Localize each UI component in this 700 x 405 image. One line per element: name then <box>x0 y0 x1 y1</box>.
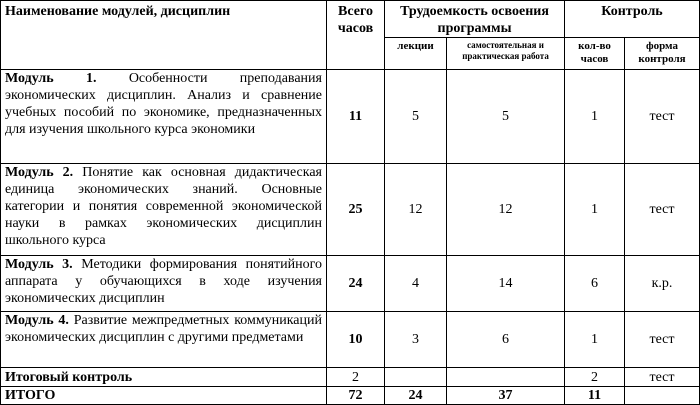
module-cell <box>1 164 327 256</box>
control-hours: 1 <box>565 164 625 256</box>
lecture-hours: 24 <box>385 387 447 405</box>
control-form: тест <box>625 368 700 387</box>
module-cell <box>1 312 327 368</box>
table-row <box>1 256 700 312</box>
total-hours: 25 <box>327 164 385 256</box>
total-hours: 24 <box>327 256 385 312</box>
module-number: Модуль 1. <box>5 71 97 86</box>
header-control-form: форма контроля <box>625 38 700 70</box>
table-row <box>1 164 700 256</box>
lecture-hours: 4 <box>385 256 447 312</box>
header-total: Всего часов <box>327 1 385 70</box>
self-work-hours: 6 <box>447 312 565 368</box>
control-form: тест <box>625 312 700 368</box>
total-hours: 11 <box>327 70 385 164</box>
header-lectures: лекции <box>385 38 447 70</box>
lecture-hours: 3 <box>385 312 447 368</box>
lecture-hours <box>385 368 447 387</box>
self-work-hours <box>447 368 565 387</box>
module-number: Модуль 4. <box>5 313 69 328</box>
module-number: Модуль 3. <box>5 257 73 272</box>
total-hours: 2 <box>327 368 385 387</box>
grand-total-row <box>1 387 700 405</box>
module-title: Методики формирования понятийного аппарата у обучающихся в ходе изучения экономических дисциплин <box>5 257 323 306</box>
module-title: Понятие как основная дидактическая единица экономических знаний. Основные категории и понятия современной экономической науки в рамках экономических дисциплин школьного курса <box>5 165 322 248</box>
module-title: Развитие межпредметных коммуникаций экономических дисциплин с другими предметами <box>5 313 322 345</box>
self-work-hours: 12 <box>447 164 565 256</box>
total-hours: 10 <box>327 312 385 368</box>
control-form: к.р. <box>625 256 700 312</box>
table-row <box>1 70 700 164</box>
module-title: Особенности преподавания экономических дисциплин. Анализ и сравнение учебных пособий по экономике, предназначенных для изучения школьного курса экономики <box>5 71 322 137</box>
control-form <box>625 387 700 405</box>
control-hours: 11 <box>565 387 625 405</box>
control-form: тест <box>625 70 700 164</box>
header-row-1 <box>1 1 700 38</box>
total-hours: 72 <box>327 387 385 405</box>
lecture-hours: 5 <box>385 70 447 164</box>
lecture-hours: 12 <box>385 164 447 256</box>
table-row <box>1 312 700 368</box>
header-labor: Трудоемкость освоения программы <box>385 1 565 38</box>
header-control-hours: кол-во часов <box>565 38 625 70</box>
control-hours: 6 <box>565 256 625 312</box>
module-cell <box>1 256 327 312</box>
module-cell <box>1 70 327 164</box>
self-work-hours: 14 <box>447 256 565 312</box>
control-hours: 2 <box>565 368 625 387</box>
control-hours: 1 <box>565 312 625 368</box>
module-number: Модуль 2. <box>5 165 74 180</box>
control-form: тест <box>625 164 700 256</box>
final-control-row <box>1 368 700 387</box>
header-self-work: самостоятельная и практическая работа <box>447 38 565 70</box>
final-control-label: Итоговый контроль <box>1 368 327 387</box>
self-work-hours: 37 <box>447 387 565 405</box>
header-name: Наименование модулей, дисциплин <box>1 1 327 70</box>
control-hours: 1 <box>565 70 625 164</box>
header-control: Контроль <box>565 1 700 38</box>
grand-total-label: ИТОГО <box>1 387 327 405</box>
self-work-hours: 5 <box>447 70 565 164</box>
